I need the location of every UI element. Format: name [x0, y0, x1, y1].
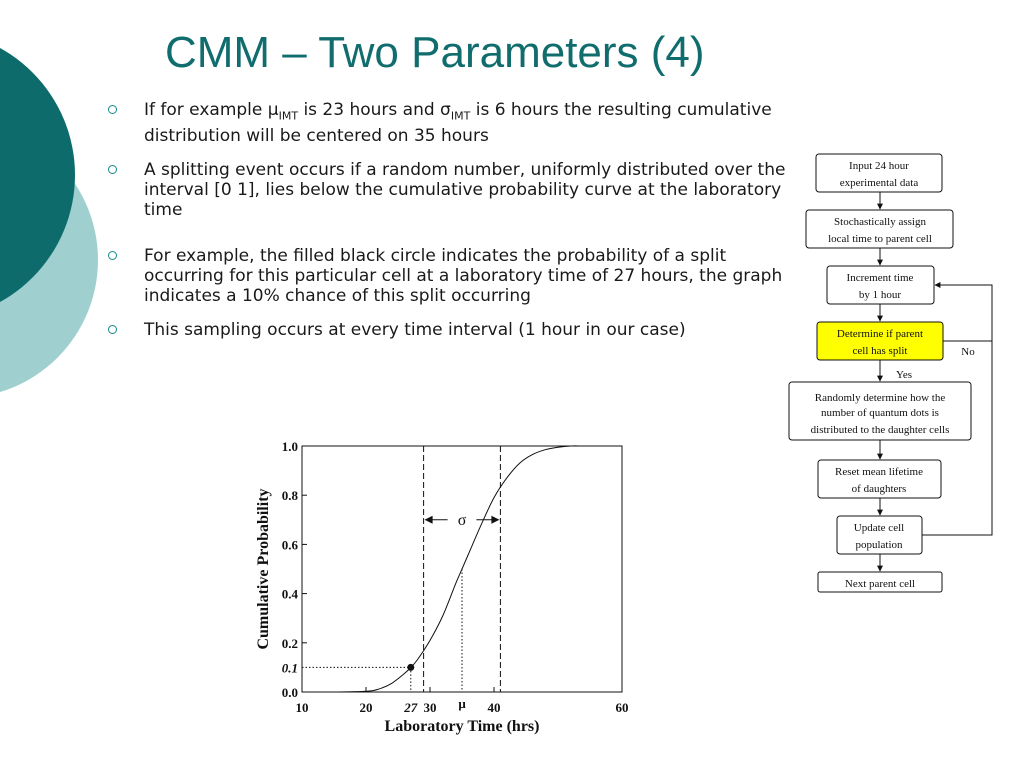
flow-text: by 1 hour: [858, 289, 902, 301]
x-tick-label: 60: [615, 700, 629, 715]
cumulative-probability-chart: [248, 430, 648, 768]
y-tick-label: 0.0: [281, 685, 298, 700]
circle-bullet-icon: [108, 165, 117, 174]
x-tick-label: 10: [295, 700, 309, 715]
imt-subscript: IMT: [450, 109, 471, 123]
probability-point: [407, 664, 414, 671]
imt-subscript: IMT: [278, 109, 299, 123]
bullet-text: [144, 100, 772, 146]
flow-text: cell has split: [852, 345, 908, 357]
flow-text: distributed to the daughter cells: [810, 424, 950, 436]
mu-label: μ: [458, 696, 466, 711]
reference-lines: [302, 446, 500, 692]
y-tick-label: 1.0: [281, 439, 298, 454]
flow-text: Randomly determine how the: [814, 392, 946, 404]
bullet-text: This sampling occurs at every time interval (1 hour in our case): [144, 320, 686, 341]
sigma-arrowhead-left: [425, 516, 433, 524]
bullet-text: A splitting event occurs if a random number, uniformly distributed over the interval [0 1], lies below the cumulative probability curve at the laboratory time: [144, 160, 786, 221]
x-tick-label: 20: [359, 700, 373, 715]
y-tick-label: 0.4: [281, 586, 298, 602]
axis-ticks: [282, 439, 629, 715]
y-axis-label: Cumulative Probability: [255, 488, 272, 650]
x-tick-label: 40: [487, 700, 501, 715]
flow-label-no: No: [961, 346, 975, 358]
flow-label-yes: Yes: [895, 369, 913, 381]
sigma-label: σ: [457, 511, 467, 529]
flow-loop-no: [935, 285, 992, 341]
flow-text: population: [855, 539, 903, 551]
y-tick-label: 0.6: [281, 537, 298, 553]
bullet-item: [108, 100, 788, 146]
bullet-item: [108, 320, 788, 340]
flow-text: experimental data: [839, 177, 919, 189]
bullet-item: [108, 160, 788, 220]
point-x-label: 27: [404, 700, 418, 715]
y-tick-label: 0.2: [281, 635, 298, 651]
slide-title: CMM – Two Parameters (4): [165, 28, 705, 77]
circle-bullet-icon: [108, 105, 117, 114]
sigma-arrowhead-right: [491, 516, 499, 524]
flow-text: Increment time: [846, 272, 914, 284]
flow-text: Update cell: [853, 522, 905, 534]
bullet-text: For example, the filled black circle indicates the probability of a split occurring for this particular cell at a laboratory time of 27 hours, the graph indicates a 10% chance of this split occurring: [144, 246, 783, 307]
flow-text: local time to parent cell: [828, 233, 932, 245]
flow-text: Next parent cell: [844, 578, 916, 590]
bullet-item: [108, 246, 788, 306]
circle-bullet-icon: [108, 325, 117, 334]
point-y-label: 0.1: [281, 660, 298, 676]
flow-text: of daughters: [851, 483, 907, 495]
x-axis-label: Laboratory Time (hrs): [384, 718, 540, 735]
bullet-list: [108, 100, 788, 340]
bullet-text-part: is 23 hours and σ: [298, 100, 451, 120]
flow-text: Input 24 hour: [849, 160, 909, 172]
cumulative-curve: [302, 446, 622, 692]
flow-text: Determine if parent: [836, 328, 924, 340]
bullet-text-part: is 6 hours the resulting cumulative distribution will be centered on 35 hours: [144, 100, 772, 147]
y-tick-label: 0.8: [281, 488, 298, 504]
circle-bullet-icon: [108, 251, 117, 260]
flow-text: number of quantum dots is: [821, 407, 939, 419]
flowchart: [780, 146, 1014, 602]
flow-text: Stochastically assign: [834, 216, 926, 228]
bullet-text-part: If for example μ: [144, 100, 279, 120]
x-tick-label: 30: [423, 700, 437, 715]
flow-text: Reset mean lifetime: [835, 466, 923, 478]
